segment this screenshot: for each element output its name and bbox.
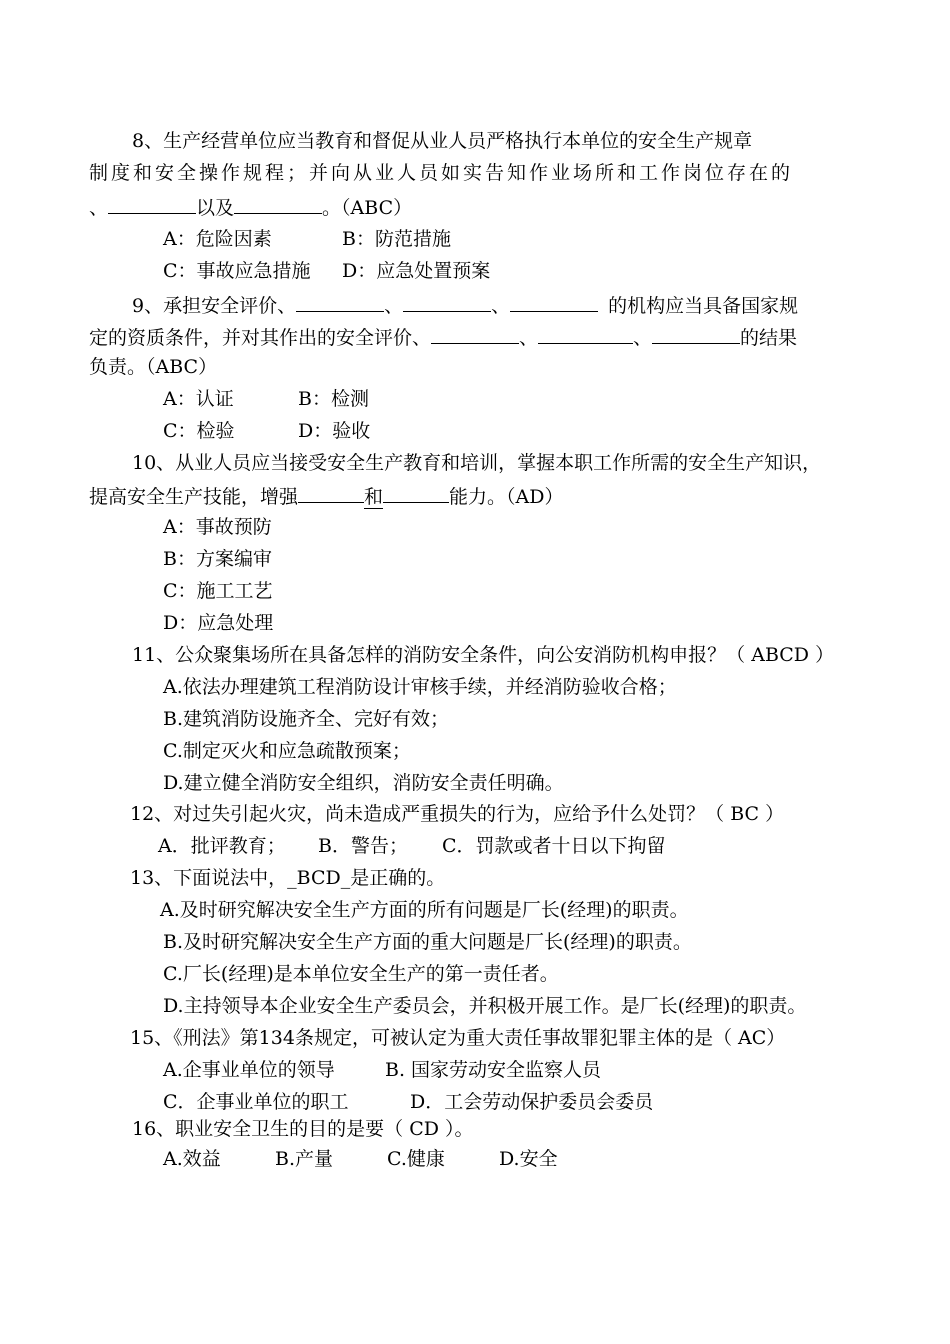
q10-option-b: B：方案编审	[163, 548, 272, 570]
q9-line-1-text-b: 、	[384, 295, 404, 317]
q13-line-1: 13、下面说法中，_BCD_是正确的。	[130, 867, 446, 889]
q9-blank-2	[403, 291, 491, 312]
q9-line-1-text-c: 、	[491, 295, 511, 317]
q8-line-2: 制度和安全操作规程；并向从业人员如实告知作业场所和工作岗位存在的	[89, 162, 794, 184]
q9-blank-6	[652, 323, 740, 344]
q13-option-b: B.及时研究解决安全生产方面的重大问题是厂长(经理)的职责。	[163, 931, 692, 953]
q8-line-3-text-a: 、	[89, 197, 109, 219]
q8-option-d: D：应急处置预案	[342, 260, 491, 282]
q15-line-1: 15、《刑法》第134条规定，可被认定为重大责任事故罪犯罪主体的是（ AC）	[130, 1027, 786, 1049]
q8-blank-1	[108, 193, 196, 214]
q8-option-c: C：事故应急措施	[163, 260, 311, 282]
q9-line-2-text-d: 的结果	[740, 327, 798, 349]
q9-blank-5	[538, 323, 633, 344]
q10-line-1: 10、从业人员应当接受安全生产教育和培训，掌握本职工作所需的安全生产知识，	[132, 452, 822, 474]
q16-option-b: B.产量	[275, 1148, 334, 1170]
q10-option-c: C：施工工艺	[163, 580, 273, 602]
q9-option-a: A：认证	[163, 388, 234, 410]
q8-option-b: B：防范措施	[342, 228, 451, 250]
q13-option-c: C.厂长(经理)是本单位安全生产的第一责任者。	[163, 963, 559, 985]
q9-blank-1	[296, 291, 384, 312]
q9-line-2-text-b: 、	[519, 327, 539, 349]
q9-line-1	[132, 291, 798, 317]
q16-option-d: D.安全	[499, 1148, 558, 1170]
q10-line-2-text-a: 提高安全生产技能，增强	[89, 486, 299, 508]
q8-line-3-text-c: 。（ABC）	[322, 197, 413, 219]
q8-line-3	[89, 193, 412, 219]
q13-option-d: D.主持领导本企业安全生产委员会，并积极开展工作。是厂长(经理)的职责。	[163, 995, 807, 1017]
q10-line-2-text-b: 和	[364, 486, 384, 508]
q11-option-c: C.制定灭火和应急疏散预案；	[163, 740, 411, 762]
q9-line-2-text-a: 定的资质条件，并对其作出的安全评价、	[89, 327, 432, 349]
q8-line-3-text-b: 以及	[196, 197, 235, 219]
q10-option-d: D：应急处理	[163, 612, 274, 634]
q9-line-1-text-d: 的机构应当具备国家规	[608, 295, 799, 317]
q9-blank-3	[510, 291, 598, 312]
q9-option-c: C：检验	[163, 420, 235, 442]
q9-line-1-text-a: 9、承担安全评价、	[132, 295, 297, 317]
q11-option-a: A.依法办理建筑工程消防设计审核手续，并经消防验收合格；	[163, 676, 677, 698]
q16-option-a: A.效益	[163, 1148, 221, 1170]
q15-option-c: C．企事业单位的职工	[163, 1091, 349, 1113]
q16-option-c: C.健康	[387, 1148, 445, 1170]
q10-blank-1	[298, 482, 364, 503]
q10-line-2-text-c: 能力。（AD）	[449, 486, 564, 508]
q10-option-a: A：事故预防	[163, 516, 272, 538]
q13-option-a: A.及时研究解决安全生产方面的所有问题是厂长(经理)的职责。	[160, 899, 689, 921]
q9-line-2-text-c: 、	[633, 327, 653, 349]
q12-option-a: A．批评教育；	[158, 835, 286, 857]
q12-line-1: 12、对过失引起火灾，尚未造成严重损失的行为，应给予什么处罚？（ BC ）	[130, 803, 785, 825]
q11-line-1: 11、公众聚集场所在具备怎样的消防安全条件，向公安消防机构申报？（ ABCD ）	[132, 644, 835, 666]
q8-line-1: 8、生产经营单位应当教育和督促从业人员严格执行本单位的安全生产规章	[132, 130, 753, 152]
q8-option-a: A：危险因素	[163, 228, 272, 250]
q9-blank-4	[431, 323, 519, 344]
q10-blank-2	[383, 482, 449, 503]
q9-option-b: B：检测	[298, 388, 369, 410]
q16-line-1: 16、职业安全卫生的目的是要（ CD ）。	[132, 1118, 474, 1140]
q8-blank-2	[234, 193, 322, 214]
q11-option-d: D.建立健全消防安全组织，消防安全责任明确。	[163, 772, 564, 794]
q9-option-d: D：验收	[298, 420, 371, 442]
q15-option-d: D．工会劳动保护委员会委员	[410, 1091, 654, 1113]
q9-line-3: 负责。（ABC）	[89, 356, 218, 378]
q12-option-b: B．警告；	[318, 835, 408, 857]
q9-line-2	[89, 323, 797, 349]
q15-option-a: A.企事业单位的领导	[163, 1059, 335, 1081]
q15-option-b: B. 国家劳动安全监察人员	[385, 1059, 602, 1081]
q10-line-2	[89, 482, 564, 508]
q11-option-b: B.建筑消防设施齐全、完好有效；	[163, 708, 450, 730]
q12-option-c: C．罚款或者十日以下拘留	[442, 835, 666, 857]
